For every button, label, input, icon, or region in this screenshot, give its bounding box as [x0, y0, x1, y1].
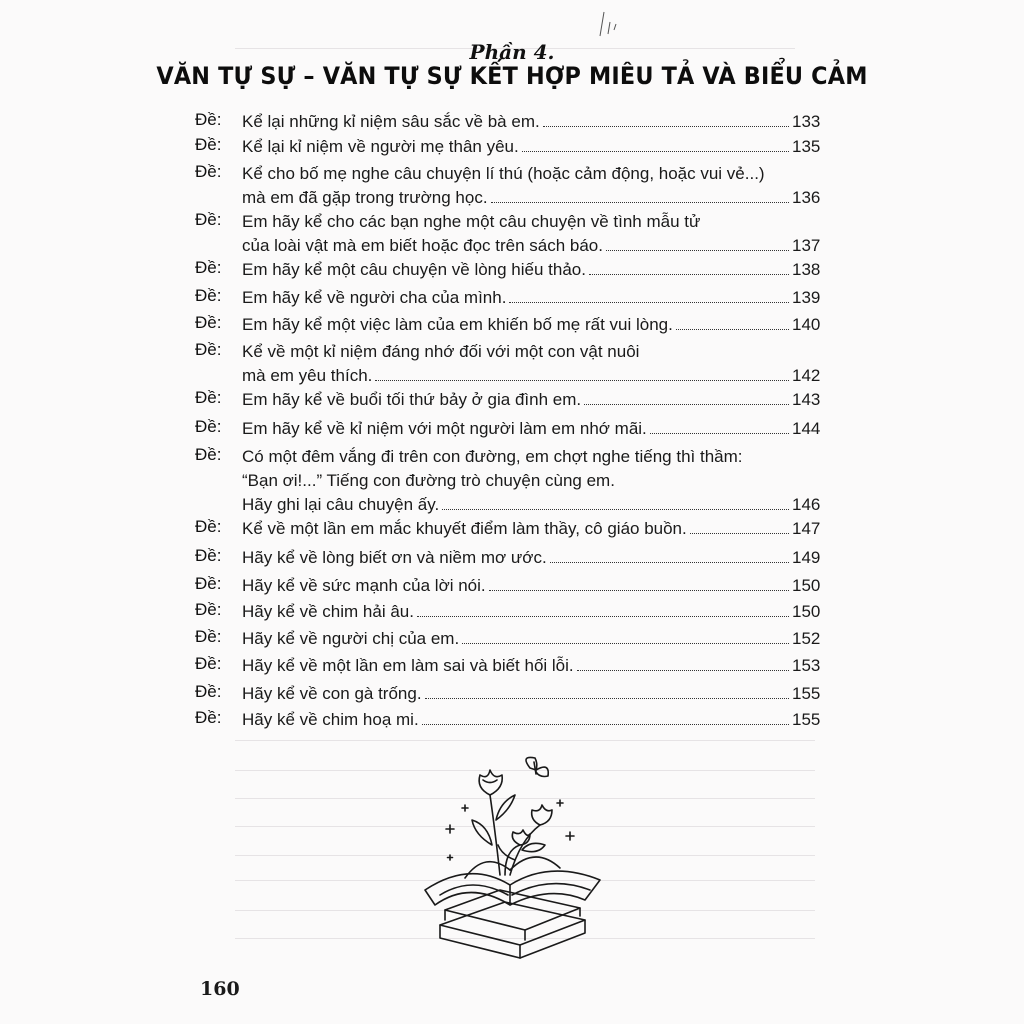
- entry-label: Đề:: [195, 417, 222, 436]
- entry-label: Đề:: [195, 313, 222, 332]
- entry-text: của loài vật mà em biết hoặc đọc trên sách báo.: [242, 236, 603, 255]
- entry-label: Đề:: [195, 517, 222, 536]
- entry-text: Hãy kể về chim hoạ mi.: [242, 710, 419, 729]
- entry-label: Đề:: [195, 210, 222, 229]
- toc-entry[interactable]: [195, 340, 820, 388]
- entry-page-number: 133: [792, 112, 821, 131]
- toc-entry[interactable]: [195, 110, 820, 134]
- entry-text: Em hãy kể cho các bạn nghe một câu chuyện về tình mẫu tử: [242, 212, 701, 231]
- toc-entry[interactable]: [195, 682, 820, 706]
- dot-leader: [550, 561, 789, 563]
- toc-entry[interactable]: [195, 627, 820, 651]
- dot-leader: [522, 150, 789, 152]
- entry-text: mà em đã gặp trong trường học.: [242, 188, 488, 207]
- entry-text: Kể về một lần em mắc khuyết điểm làm thầy, cô giáo buồn.: [242, 519, 687, 538]
- section-title: VĂN TỰ SỰ – VĂN TỰ SỰ KẾT HỢP MIÊU TẢ VÀ BIỂU CẢM: [156, 62, 868, 90]
- entry-page-number: 137: [792, 236, 821, 255]
- part-label: Phần 4.: [469, 40, 555, 64]
- dot-leader: [422, 723, 789, 725]
- toc-entry[interactable]: [195, 546, 820, 570]
- entry-text: Kể lại kỉ niệm về người mẹ thân yêu.: [242, 137, 519, 156]
- dot-leader: [584, 403, 789, 405]
- entry-page-number: 146: [792, 495, 821, 514]
- entry-text: Em hãy kể một câu chuyện về lòng hiếu thảo.: [242, 260, 586, 279]
- toc-entry[interactable]: [195, 135, 820, 159]
- toc-entry[interactable]: [195, 708, 820, 732]
- dot-leader: [543, 125, 789, 127]
- book-with-flowers-and-butterfly-icon: [410, 750, 610, 970]
- dot-leader: [425, 697, 789, 699]
- entry-label: Đề:: [195, 654, 222, 673]
- dot-leader: [577, 669, 789, 671]
- entry-page-number: 152: [792, 629, 821, 648]
- toc-entry[interactable]: [195, 654, 820, 678]
- entry-label: Đề:: [195, 708, 222, 727]
- dot-leader: [442, 508, 789, 510]
- entry-page-number: 138: [792, 260, 821, 279]
- toc-entry[interactable]: [195, 162, 820, 210]
- entry-label: Đề:: [195, 574, 222, 593]
- page-number: 160: [200, 978, 240, 1000]
- dot-leader: [462, 642, 789, 644]
- entry-text: Hãy kể về sức mạnh của lời nói.: [242, 576, 486, 595]
- toc-entry[interactable]: [195, 258, 820, 282]
- entry-page-number: 153: [792, 656, 821, 675]
- entry-page-number: 135: [792, 137, 821, 156]
- toc-entry[interactable]: [195, 388, 820, 412]
- toc-entry[interactable]: [195, 517, 820, 541]
- entry-label: Đề:: [195, 388, 222, 407]
- toc-entry[interactable]: [195, 574, 820, 598]
- dot-leader: [690, 532, 789, 534]
- entry-page-number: 143: [792, 390, 821, 409]
- dot-leader: [491, 201, 789, 203]
- entry-label: Đề:: [195, 286, 222, 305]
- entry-text: Em hãy kể về người cha của mình.: [242, 288, 507, 307]
- entry-text: mà em yêu thích.: [242, 366, 373, 385]
- dot-leader: [676, 328, 789, 330]
- entry-page-number: 150: [792, 602, 821, 621]
- entry-text: Hãy kể về một lần em làm sai và biết hối lỗi.: [242, 656, 574, 675]
- bleed-line: [235, 740, 815, 741]
- toc-entry[interactable]: [195, 286, 820, 310]
- entry-page-number: 150: [792, 576, 821, 595]
- toc-entry[interactable]: [195, 600, 820, 624]
- entry-text: Kể lại những kỉ niệm sâu sắc về bà em.: [242, 112, 540, 131]
- entry-page-number: 136: [792, 188, 821, 207]
- dot-leader: [417, 615, 789, 617]
- entry-label: Đề:: [195, 258, 222, 277]
- entry-label: Đề:: [195, 162, 222, 181]
- dot-leader: [606, 249, 789, 251]
- toc-entry[interactable]: [195, 210, 820, 258]
- entry-page-number: 155: [792, 684, 821, 703]
- pen-mark-icon: [596, 8, 620, 38]
- entry-label: Đề:: [195, 135, 222, 154]
- entry-label: Đề:: [195, 546, 222, 565]
- entry-text: Hãy kể về chim hải âu.: [242, 602, 414, 621]
- entry-text: Có một đêm vắng đi trên con đường, em chợt nghe tiếng thì thầm:: [242, 447, 743, 466]
- entry-page-number: 140: [792, 315, 821, 334]
- entry-text: Kể về một kỉ niệm đáng nhớ đối với một con vật nuôi: [242, 342, 640, 361]
- dot-leader: [509, 301, 789, 303]
- entry-text: Hãy kể về người chị của em.: [242, 629, 460, 648]
- entry-label: Đề:: [195, 682, 222, 701]
- entry-label: Đề:: [195, 110, 222, 129]
- entry-text: Kể cho bố mẹ nghe câu chuyện lí thú (hoặc cảm động, hoặc vui vẻ...): [242, 164, 765, 183]
- entry-page-number: 149: [792, 548, 821, 567]
- dot-leader: [375, 379, 789, 381]
- entry-text: Hãy ghi lại câu chuyện ấy.: [242, 495, 440, 514]
- entry-text: Hãy kể về lòng biết ơn và niềm mơ ước.: [242, 548, 547, 567]
- entry-text: Em hãy kể về buổi tối thứ bảy ở gia đình em.: [242, 390, 582, 409]
- entry-page-number: 144: [792, 419, 821, 438]
- entry-label: Đề:: [195, 340, 222, 359]
- dot-leader: [489, 589, 789, 591]
- entry-label: Đề:: [195, 627, 222, 646]
- entry-text: Hãy kể về con gà trống.: [242, 684, 422, 703]
- entry-page-number: 147: [792, 519, 821, 538]
- entry-text: Em hãy kể một việc làm của em khiến bố mẹ rất vui lòng.: [242, 315, 673, 334]
- entry-label: Đề:: [195, 600, 222, 619]
- entry-label: Đề:: [195, 445, 222, 464]
- dot-leader: [650, 432, 789, 434]
- toc-entry[interactable]: [195, 445, 820, 517]
- dot-leader: [589, 273, 789, 275]
- entry-page-number: 142: [792, 366, 821, 385]
- entry-page-number: 139: [792, 288, 821, 307]
- toc-entry[interactable]: [195, 417, 820, 441]
- toc-entry[interactable]: [195, 313, 820, 337]
- entry-page-number: 155: [792, 710, 821, 729]
- entry-text: “Bạn ơi!...” Tiếng con đường trò chuyện cùng em.: [242, 471, 615, 490]
- entry-text: Em hãy kể về kỉ niệm với một người làm em nhớ mãi.: [242, 419, 647, 438]
